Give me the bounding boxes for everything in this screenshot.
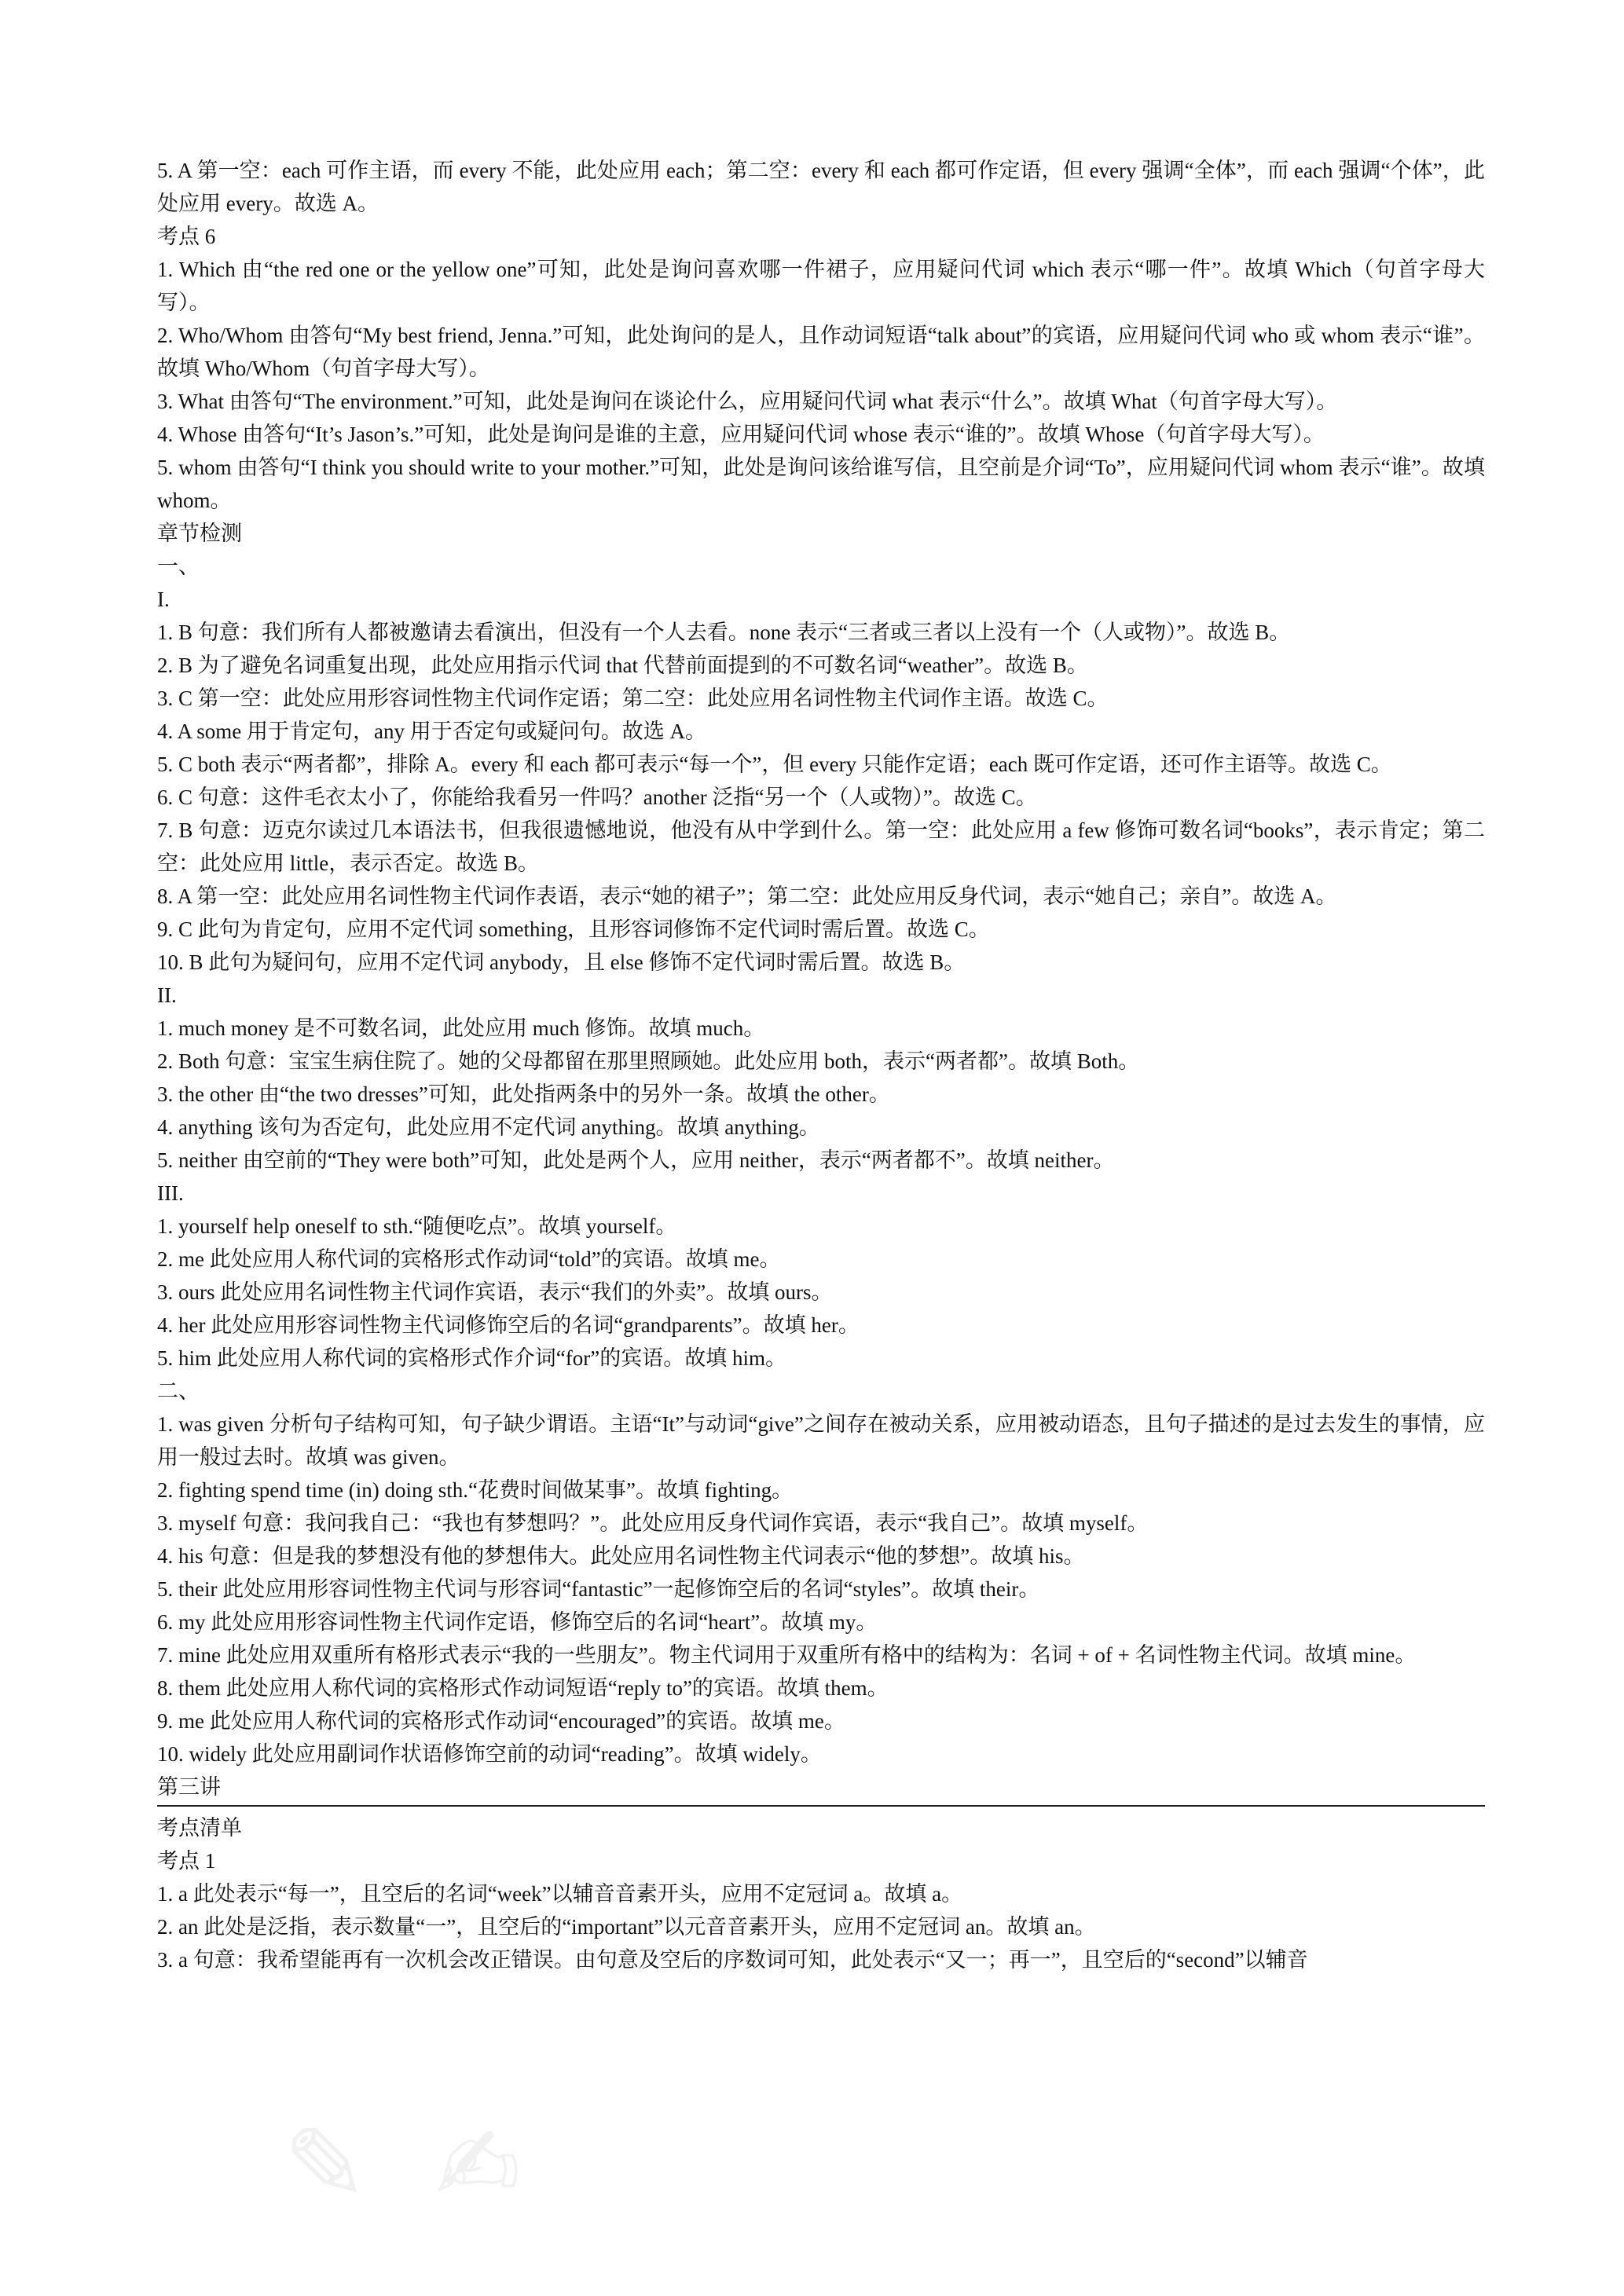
text-line: 7. mine 此处应用双重所有格形式表示“我的一些朋友”。物主代词用于双重所有格中的结构为：名词 + of + 名词性物主代词。故填 mine。 xyxy=(157,1643,1417,1667)
text-line: 2. Who/Whom 由答句“My best friend, Jenna.”可知，此处询问的是人，且作动词短语“talk about”的宾语，应用疑问代词 who 或 whom 表示“谁”。故填 Who/Whom（句首字母大写）。 xyxy=(157,324,1485,380)
text-line: 4. her 此处应用形容词性物主代词修饰空后的名词“grandparents”。故填 her。 xyxy=(157,1313,860,1337)
text-line: 1. a 此处表示“每一”，且空后的名词“week”以辅音音素开头，应用不定冠词 a。故填 a。 xyxy=(157,1882,963,1906)
text-line: 1. B 句意：我们所有人都被邀请去看演出，但没有一个人去看。none 表示“三者或三者以上没有一个（人或物）”。故选 B。 xyxy=(157,621,1291,644)
text-line: III. xyxy=(157,1181,184,1205)
text-line: 1. yourself help oneself to sth.“随便吃点”。故填 yourself。 xyxy=(157,1214,677,1238)
text-line: 4. his 句意：但是我的梦想没有他的梦想伟大。此处应用名词性物主代词表示“他的梦想”。故填 his。 xyxy=(157,1544,1085,1568)
text-line: 8. A 第一空：此处应用名词性物主代词作表语，表示“她的裙子”；第二空：此处应用反身代词，表示“她自己；亲自”。故选 A。 xyxy=(157,884,1337,908)
text-line: 3. What 由答句“The environment.”可知，此处是询问在谈论什么，应用疑问代词 what 表示“什么”。故填 What（句首字母大写）。 xyxy=(157,390,1338,413)
text-line: 二、 xyxy=(157,1379,200,1403)
text-line: 章节检测 xyxy=(157,522,242,545)
watermark: ✎ ✍ xyxy=(283,2105,537,2225)
text-line: 1. much money 是不可数名词，此处应用 much 修饰。故填 much。 xyxy=(157,1016,765,1040)
text-line: 2. B 为了避免名词重复出现，此处应用指示代词 that 代替前面提到的不可数名词“weather”。故选 B。 xyxy=(157,654,1088,677)
text-line: 2. fighting spend time (in) doing sth.“花费时间做某事”。故填 fighting。 xyxy=(157,1478,794,1502)
document-page xyxy=(157,154,1485,1976)
text-line: 3. a 句意：我希望能再有一次机会改正错误。由句意及空后的序数词可知，此处表示“又一；再一”，且空后的“second”以辅音 xyxy=(157,1948,1308,1972)
text-line: 9. C 此句为肯定句，应用不定代词 something，且形容词修饰不定代词时需后置。故选 C。 xyxy=(157,917,990,941)
text-line: 5. neither 由空前的“They were both”可知，此处是两个人，应用 neither，表示“两者都不”。故填 neither。 xyxy=(157,1148,1115,1172)
text-line: 1. was given 分析句子结构可知，句子缺少谓语。主语“It”与动词“give”之间存在被动关系，应用被动语态，且句子描述的是过去发生的事情，应用一般过去时。故填 was given。 xyxy=(157,1412,1485,1469)
text-line: 5. their 此处应用形容词性物主代词与形容词“fantastic”一起修饰空后的名词“styles”。故填 their。 xyxy=(157,1577,1040,1601)
text-line: 考点 6 xyxy=(157,225,216,248)
text-line: 2. Both 句意：宝宝生病住院了。她的父母都留在那里照顾她。此处应用 both，表示“两者都”。故填 Both。 xyxy=(157,1049,1140,1073)
text-line: 考点清单 xyxy=(157,1816,242,1840)
text-line: 3. myself 句意：我问我自己：“我也有梦想吗？”。此处应用反身代词作宾语，表示“我自己”。故填 myself。 xyxy=(157,1511,1149,1535)
text-line: 5. C both 表示“两者都”，排除 A。every 和 each 都可表示“每一个”，但 every 只能作定语；each 既可作定语，还可作主语等。故选 C。 xyxy=(157,753,1392,776)
text-line: 5. him 此处应用人称代词的宾格形式作介词“for”的宾语。故填 him。 xyxy=(157,1346,786,1370)
text-line: 6. my 此处应用形容词性物主代词作定语，修饰空后的名词“heart”。故填 my。 xyxy=(157,1610,878,1634)
lecture-title: 第三讲 xyxy=(157,1775,221,1799)
text-line: 考点 1 xyxy=(157,1849,216,1873)
text-line: 4. anything 该句为否定句，此处应用不定代词 anything。故填 anything。 xyxy=(157,1115,820,1139)
answer-lines-after xyxy=(157,1811,1485,1976)
divider xyxy=(157,1805,1485,1807)
text-line: 5. A 第一空：each 可作主语，而 every 不能，此处应用 each；第二空：every 和 each 都可作定语，但 every 强调“全体”，而 each 强调“个体”，此处应用 every。故选 A。 xyxy=(157,159,1485,215)
text-line: 4. A some 用于肯定句，any 用于否定句或疑问句。故选 A。 xyxy=(157,720,706,743)
text-line: 一、 xyxy=(157,555,200,578)
text-line: 8. them 此处应用人称代词的宾格形式作动词短语“reply to”的宾语。故填 them。 xyxy=(157,1676,889,1700)
answer-lines xyxy=(157,154,1485,1771)
text-line: 5. whom 由答句“I think you should write to your mother.”可知，此处是询问该给谁写信，且空前是介词“To”，应用疑问代词 whom 表示“谁”。故填 whom。 xyxy=(157,456,1485,512)
text-line: 4. Whose 由答句“It’s Jason’s.”可知，此处是询问是谁的主意，应用疑问代词 whose 表示“谁的”。故填 Whose（句首字母大写）。 xyxy=(157,423,1325,446)
text-line: 3. the other 由“the two dresses”可知，此处指两条中的另外一条。故填 the other。 xyxy=(157,1082,890,1106)
text-line: 9. me 此处应用人称代词的宾格形式作动词“encouraged”的宾语。故填 me。 xyxy=(157,1709,845,1733)
text-line: 6. C 句意：这件毛衣太小了，你能给我看另一件吗？another 泛指“另一个（人或物）”。故选 C。 xyxy=(157,785,1037,809)
text-line: 2. me 此处应用人称代词的宾格形式作动词“told”的宾语。故填 me。 xyxy=(157,1247,781,1271)
text-line: 10. widely 此处应用副词作状语修饰空前的动词“reading”。故填 widely。 xyxy=(157,1742,822,1766)
text-line: 3. C 第一空：此处应用形容词性物主代词作定语；第二空：此处应用名词性物主代词作主语。故选 C。 xyxy=(157,687,1109,710)
text-line: 3. ours 此处应用名词性物主代词作宾语，表示“我们的外卖”。故填 ours。 xyxy=(157,1280,833,1304)
text-line: I. xyxy=(157,588,170,611)
text-line: 1. Which 由“the red one or the yellow one”可知，此处是询问喜欢哪一件裙子，应用疑问代词 which 表示“哪一件”。故填 Which（句首字母大写）。 xyxy=(157,258,1485,314)
text-line: II. xyxy=(157,983,177,1007)
text-line: 2. an 此处是泛指，表示数量“一”，且空后的“important”以元音音素开头，应用不定冠词 an。故填 an。 xyxy=(157,1915,1096,1939)
text-line: 10. B 此句为疑问句，应用不定代词 anybody，且 else 修饰不定代词时需后置。故选 B。 xyxy=(157,950,966,974)
text-line: 7. B 句意：迈克尔读过几本语法书，但我很遗憾地说，他没有从中学到什么。第一空：此处应用 a few 修饰可数名词“books”，表示肯定；第二空：此处应用 little，表示否定。故选 B。 xyxy=(157,818,1485,875)
